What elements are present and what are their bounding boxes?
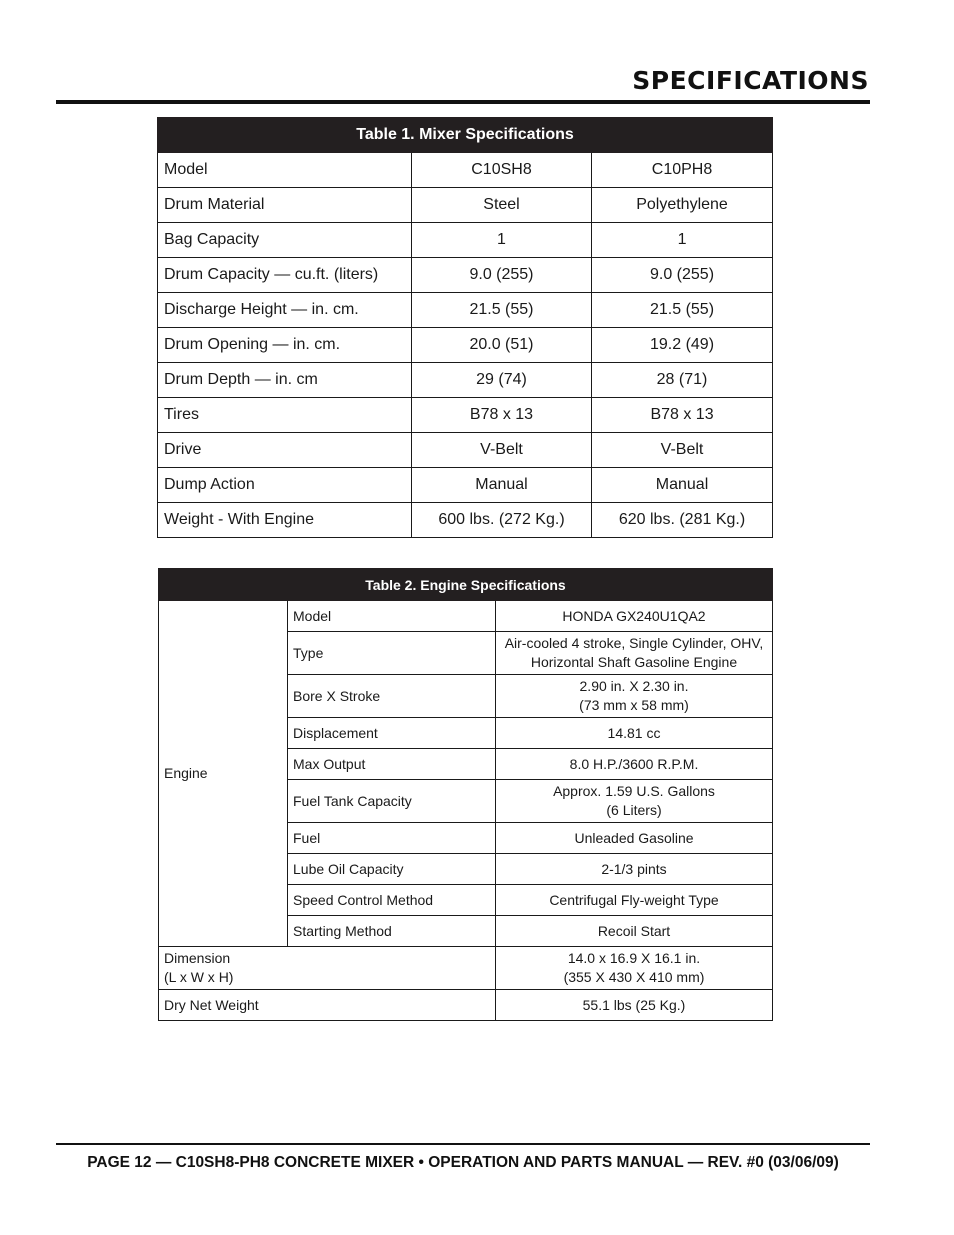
table-caption: Table 2. Engine Specifications bbox=[159, 569, 773, 601]
table-row bbox=[158, 468, 773, 503]
cell-line: Centrifugal Fly-weight Type bbox=[549, 891, 719, 908]
spec-value: 9.0 (255) bbox=[412, 258, 592, 293]
spec-value: B78 x 13 bbox=[412, 398, 592, 433]
row-label: Model bbox=[158, 153, 412, 188]
spec-value: V-Belt bbox=[592, 433, 773, 468]
table-row bbox=[158, 293, 773, 328]
row-label: Drum Depth — in. cm bbox=[158, 363, 412, 398]
row-label: Max Output bbox=[288, 749, 496, 780]
cell-line: Approx. 1.59 U.S. Gallons bbox=[553, 783, 715, 799]
cell-line: Air-cooled 4 stroke, Single Cylinder, OHV, bbox=[504, 635, 764, 651]
table-row bbox=[158, 188, 773, 223]
spec-value: Manual bbox=[412, 468, 592, 503]
table-row bbox=[158, 223, 773, 258]
cell-line: 2.90 in. X 2.30 in. bbox=[579, 678, 689, 694]
cell-line: Dimension bbox=[164, 950, 231, 966]
cell-line: (355 X 430 X 410 mm) bbox=[563, 969, 705, 985]
spec-value: 21.5 (55) bbox=[592, 293, 773, 328]
spec-value: 19.2 (49) bbox=[592, 328, 773, 363]
row-label: Bag Capacity bbox=[158, 223, 412, 258]
row-label: Fuel Tank Capacity bbox=[288, 780, 496, 823]
cell-line: Dry Net Weight bbox=[164, 996, 259, 1013]
spec-value bbox=[496, 990, 773, 1021]
spec-value: 1 bbox=[592, 223, 773, 258]
row-label: Drum Capacity — cu.ft. (liters) bbox=[158, 258, 412, 293]
spec-value bbox=[496, 632, 773, 675]
spec-value bbox=[496, 916, 773, 947]
row-label: Speed Control Method bbox=[288, 885, 496, 916]
spec-value: Manual bbox=[592, 468, 773, 503]
cell-line: Recoil Start bbox=[597, 922, 671, 939]
cell-line: Unleaded Gasoline bbox=[574, 829, 694, 846]
spec-value bbox=[496, 601, 773, 632]
table-row bbox=[158, 363, 773, 398]
spec-value bbox=[496, 718, 773, 749]
cell-line: (73 mm x 58 mm) bbox=[579, 697, 689, 713]
row-label: Model bbox=[288, 601, 496, 632]
row-label: Discharge Height — in. cm. bbox=[158, 293, 412, 328]
spec-value bbox=[496, 885, 773, 916]
cell-line: (L x W x H) bbox=[164, 969, 234, 985]
row-label: Fuel bbox=[288, 823, 496, 854]
engine-group-label: Engine bbox=[159, 601, 288, 947]
cell-line: 8.0 H.P./3600 R.P.M. bbox=[569, 755, 699, 772]
row-label: Drive bbox=[158, 433, 412, 468]
table-row bbox=[158, 153, 773, 188]
page-footer: PAGE 12 — C10SH8-PH8 CONCRETE MIXER • OPERATION AND PARTS MANUAL — REV. #0 (03/06/09) bbox=[87, 1154, 839, 1171]
table-row bbox=[158, 433, 773, 468]
row-label: Type bbox=[288, 632, 496, 675]
spec-value: 600 lbs. (272 Kg.) bbox=[412, 503, 592, 538]
footer-rule bbox=[56, 1143, 870, 1145]
spec-value: 9.0 (255) bbox=[592, 258, 773, 293]
cell-line: (6 Liters) bbox=[606, 802, 662, 818]
engine-specifications-table bbox=[158, 568, 773, 1021]
row-label: Drum Material bbox=[158, 188, 412, 223]
spec-value bbox=[496, 854, 773, 885]
spec-value: 29 (74) bbox=[412, 363, 592, 398]
spec-value: 620 lbs. (281 Kg.) bbox=[592, 503, 773, 538]
spec-value bbox=[496, 823, 773, 854]
spec-value bbox=[496, 947, 773, 990]
table-row bbox=[158, 328, 773, 363]
row-label: Bore X Stroke bbox=[288, 675, 496, 718]
spec-value: 21.5 (55) bbox=[412, 293, 592, 328]
spec-value: 28 (71) bbox=[592, 363, 773, 398]
spec-value: C10PH8 bbox=[592, 153, 773, 188]
table-row bbox=[159, 601, 773, 632]
spec-value bbox=[496, 749, 773, 780]
spec-value bbox=[496, 675, 773, 718]
spec-value: B78 x 13 bbox=[592, 398, 773, 433]
row-label: Weight - With Engine bbox=[158, 503, 412, 538]
table-row bbox=[158, 398, 773, 433]
table-row bbox=[159, 947, 773, 990]
cell-line: 55.1 lbs (25 Kg.) bbox=[582, 996, 686, 1013]
mixer-specifications-table bbox=[157, 117, 773, 538]
row-label: Lube Oil Capacity bbox=[288, 854, 496, 885]
spec-value: 1 bbox=[412, 223, 592, 258]
row-label: Displacement bbox=[288, 718, 496, 749]
page-title: SPECIFICATIONS bbox=[632, 66, 869, 95]
row-label: Dump Action bbox=[158, 468, 412, 503]
header-rule bbox=[56, 100, 870, 104]
row-label: Drum Opening — in. cm. bbox=[158, 328, 412, 363]
row-label bbox=[159, 990, 496, 1021]
table-row bbox=[159, 990, 773, 1021]
spec-value bbox=[496, 780, 773, 823]
table-row bbox=[158, 258, 773, 293]
spec-value: 20.0 (51) bbox=[412, 328, 592, 363]
spec-value: V-Belt bbox=[412, 433, 592, 468]
spec-value: C10SH8 bbox=[412, 153, 592, 188]
cell-line: Horizontal Shaft Gasoline Engine bbox=[530, 654, 738, 670]
row-label bbox=[159, 947, 496, 990]
row-label: Starting Method bbox=[288, 916, 496, 947]
cell-line: 14.81 cc bbox=[607, 724, 661, 741]
cell-line: 2-1/3 pints bbox=[601, 860, 667, 877]
row-label: Tires bbox=[158, 398, 412, 433]
cell-line: HONDA GX240U1QA2 bbox=[562, 607, 706, 624]
spec-value: Polyethylene bbox=[592, 188, 773, 223]
spec-value: Steel bbox=[412, 188, 592, 223]
cell-line: 14.0 x 16.9 X 16.1 in. bbox=[567, 950, 701, 966]
table-caption: Table 1. Mixer Specifications bbox=[158, 118, 773, 153]
table-row bbox=[158, 503, 773, 538]
